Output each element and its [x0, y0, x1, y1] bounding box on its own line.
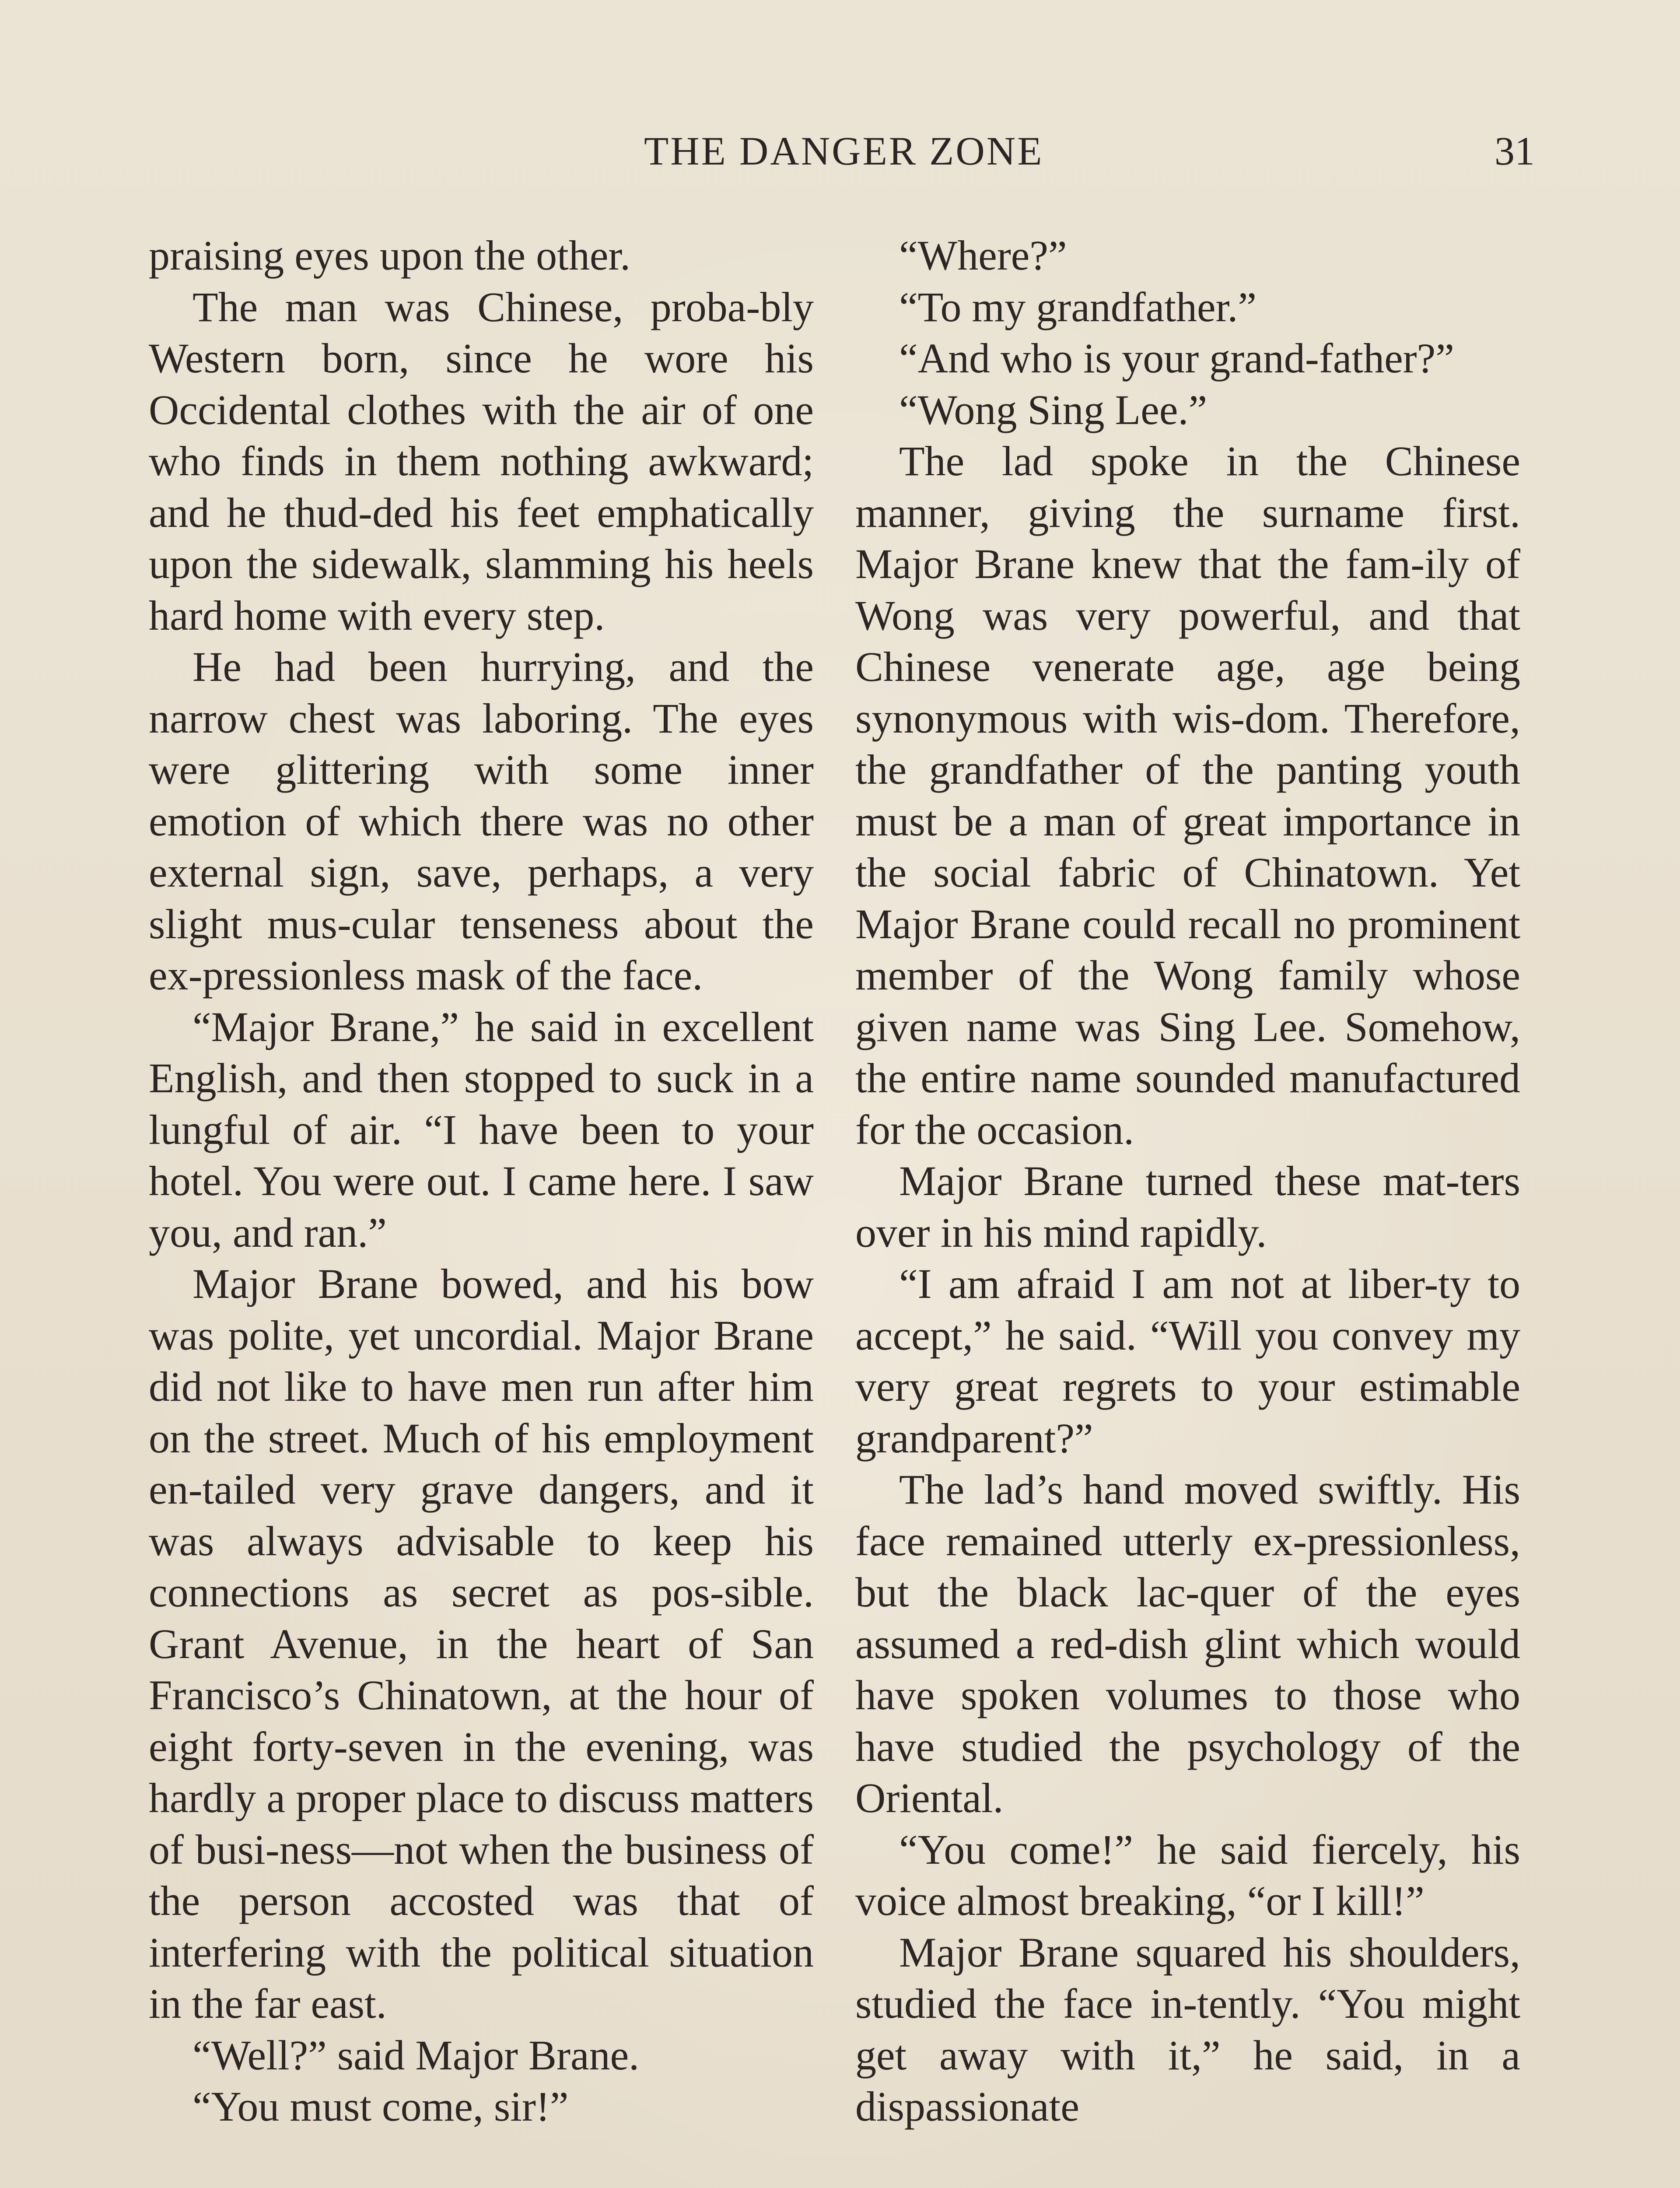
- paragraph: “Major Brane,” he said in excellent English, and then stopped to suck in a lungful of air. “I have been to your hotel. You were out. I came here. I saw you, and ran.”: [149, 1003, 814, 1256]
- paragraph: The lad’s hand moved swiftly. His face remained utterly ex-pressionless, but the black lac-quer of the eyes assumed a red-dish glint which would have spoken volumes to those who have studied the psychology of the Oriental.: [855, 1466, 1520, 1821]
- paragraph: “Where?”: [899, 232, 1067, 279]
- paragraph: Major Brane turned these mat-ters over in his mind rapidly.: [855, 1157, 1520, 1256]
- left-column: [149, 230, 814, 2132]
- paragraph: “To my grandfather.”: [899, 283, 1256, 330]
- paragraph: praising eyes upon the other.: [149, 232, 631, 279]
- paragraph: Major Brane bowed, and his bow was polite, yet uncordial. Major Brane did not like to have men run after him on the street. Much of his employment en-tailed very grave dangers, and it was always advisable to keep his connections as secret as pos-sible. Grant Avenue, in the heart of San Francisco’s Chinatown, at the hour of eight forty-seven in the evening, was hardly a proper place to discuss matters of busi-ness—not when the business of the person accosted was that of interfering with the political situation in the far east.: [149, 1260, 814, 2027]
- paragraph: The man was Chinese, proba-bly Western born, since he wore his Occidental clothes with the air of one who finds in them nothing awkward; and he thud-ded his feet emphatically upon the sidewalk, slamming his heels hard home with every step.: [149, 283, 814, 639]
- paragraph: “You must come, sir!”: [192, 2083, 569, 2130]
- page-number: 31: [1494, 129, 1535, 173]
- paragraph: Major Brane squared his shoulders, studied the face in-tently. “You might get away with it,” he said, in a dispassionate: [855, 1929, 1520, 2130]
- paragraph: “And who is your grand-father?”: [899, 335, 1454, 382]
- paragraph: “Wong Sing Lee.”: [899, 386, 1208, 433]
- paragraph: “Well?” said Major Brane.: [192, 2031, 640, 2079]
- paragraph: The lad spoke in the Chinese manner, giving the surname first. Major Brane knew that the fam-ily of Wong was very powerful, and that Chinese venerate age, age being synonymous with wis-dom. Therefore, the grandfather of the panting youth must be a man of great importance in the social fabric of Chinatown. Yet Major Brane could recall no prominent member of the Wong family whose given name was Sing Lee. Somehow, the entire name sounded manufactured for the occasion.: [855, 438, 1520, 1153]
- paragraph: “I am afraid I am not at liber-ty to accept,” he said. “Will you convey my very great regrets to your estimable grandparent?”: [855, 1260, 1520, 1462]
- right-column: [855, 230, 1520, 2132]
- running-title: THE DANGER ZONE: [644, 129, 1044, 173]
- paragraph: He had been hurrying, and the narrow chest was laboring. The eyes were glittering with some inner emotion of which there was no other external sign, save, perhaps, a very slight mus-cular tenseness about the ex-pressionless mask of the face.: [149, 643, 814, 999]
- paragraph: “You come!” he said fiercely, his voice almost breaking, “or I kill!”: [855, 1826, 1520, 1924]
